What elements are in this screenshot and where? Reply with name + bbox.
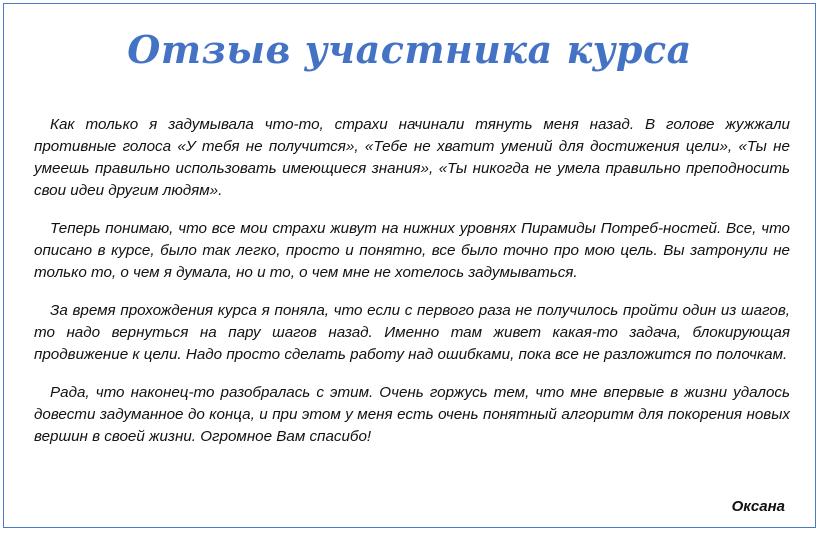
author-signature: Оксана xyxy=(731,498,785,515)
testimonial-body xyxy=(34,114,790,464)
page-title: Отзыв участника курса xyxy=(127,27,692,72)
testimonial-paragraph-4: Рада, что наконец-то разобралась с этим. Очень горжусь тем, что мне впервые в жизни удалось довести задуманное до конца, и при этом у меня есть очень понятный алгоритм для покорения новых вершин в своей жизни. Огромное Вам спасибо! xyxy=(34,384,790,445)
testimonial-paragraph-2: Теперь понимаю, что все мои страхи живут на нижних уровнях Пирамиды Потреб-ностей. Все, что описано в курсе, было так легко, просто и понятно, все было точно про мою цель. Вы затронули не только то, о чем я думала, но и то, о чем мне не хотелось задумываться. xyxy=(34,220,790,281)
testimonial-paragraph-3: За время прохождения курса я поняла, что если с первого раза не получилось пройти один из шагов, то надо вернуться на пару шагов назад. Именно там живет какая-то задача, блокирующая продвижение к цели. Надо просто сделать работу над ошибками, пока все не разложится по полочкам. xyxy=(34,302,790,363)
testimonial-paragraph-1: Как только я задумывала что-то, страхи начинали тянуть меня назад. В голове жужжали противные голоса «У тебя не получится», «Тебе не хватит умений для достижения цели», «Ты не умеешь правильно использовать имеющиеся знания», «Ты никогда не умела правильно преподносить свои идеи другим людям». xyxy=(34,116,790,199)
testimonial-card xyxy=(3,3,816,528)
